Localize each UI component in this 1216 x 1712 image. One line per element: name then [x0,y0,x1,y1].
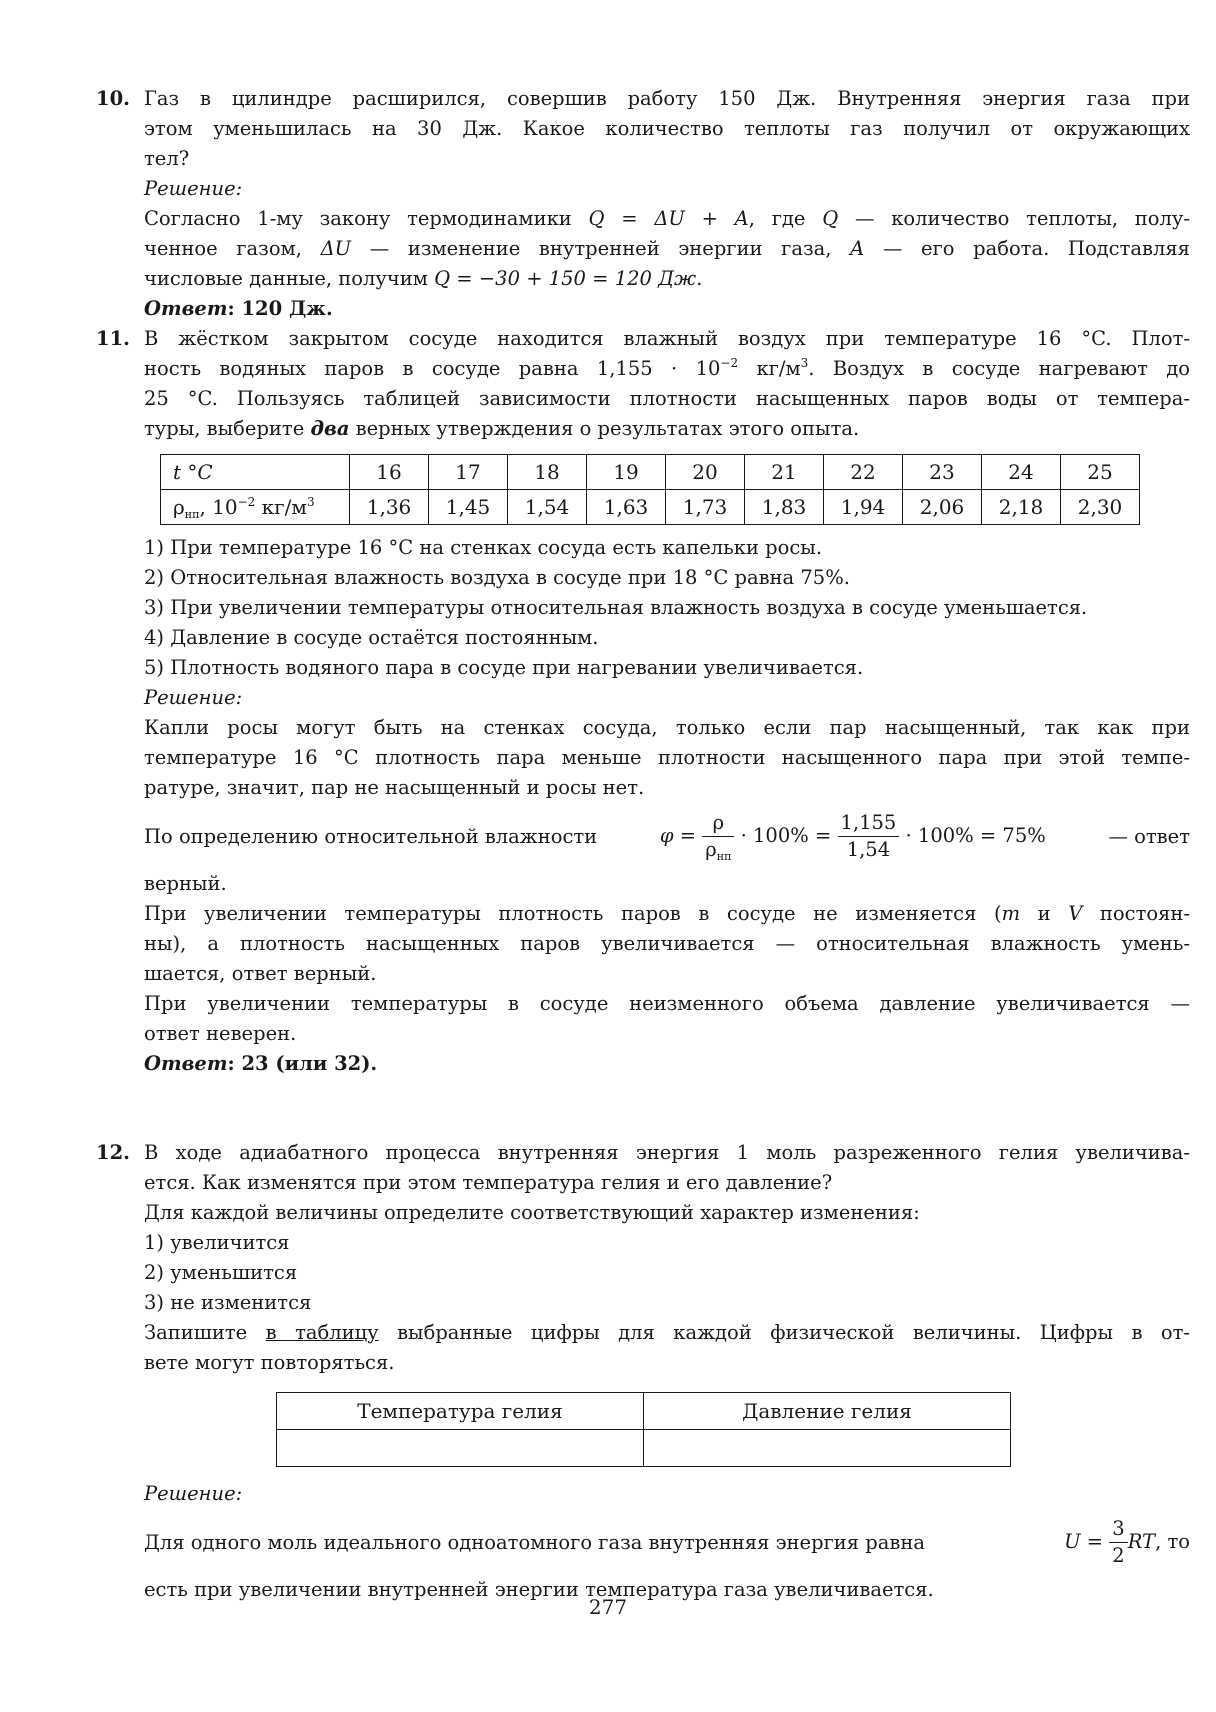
temp-cell: 25 [1061,455,1140,490]
solution-label: Решение: [144,177,243,200]
temp-cell: 17 [429,455,508,490]
solution-line: При увеличении температуры плотность паров в сосуде не изменяется (m и V постоян- [144,902,1190,925]
density-cell: 2,06 [903,490,982,525]
answer: Ответ: 23 (или 32). [144,1052,378,1075]
problem-number: 10. [96,87,130,110]
problem-number: 12. [96,1141,130,1164]
answer-cell-temperature[interactable] [277,1430,644,1467]
formula: Q = −30 + 150 = 120 Дж. [434,267,703,290]
temp-cell: 19 [587,455,666,490]
solution-line: температуре 16 °C плотность пара меньше плотности насыщенного пара при этой темпе- [144,746,1190,769]
question-line: тел? [144,147,190,170]
option-item: 3) не изменится [144,1291,312,1314]
density-cell: 1,73 [666,490,745,525]
temp-cell: 18 [508,455,587,490]
solution-line: Капли росы могут быть на стенках сосуда, только если пар насыщенный, так как при [144,716,1190,739]
page-number: 277 [588,1595,628,1619]
temp-cell: 24 [982,455,1061,490]
question-line: В жёстком закрытом сосуде находится влажный воздух при температуре 16 °C. Плот- [144,327,1190,350]
column-header-temperature: Температура гелия [277,1393,644,1430]
temp-cell: 20 [666,455,745,490]
energy-formula-line: Для одного моль идеального одноатомного газа внутренняя энергия равна U = $\frac{3}{2}$ RT, то [144,1516,1190,1567]
answer: Ответ: 120 Дж. [144,297,333,320]
density-cell: 1,94 [824,490,903,525]
solution-line: ратуре, значит, пар не насыщенный и росы нет. [144,776,645,799]
solution-line: числовые данные, получим Q = −30 + 150 = 120 Дж. [144,267,703,290]
density-cell: 1,83 [745,490,824,525]
solution-line: ответ неверен. [144,1022,297,1045]
temp-cell: 21 [745,455,824,490]
option-item: 3) При увеличении температуры относительная влажность воздуха в сосуде уменьшается. [144,596,1088,619]
humidity-formula: φ = $\frac{\rho}{\rho_{нп}}$ · 100% = $\frac{1,155}{1,54}$ · 100% = 75% [659,810,1046,863]
solution-label: Решение: [144,1482,243,1505]
temp-cell: 23 [903,455,982,490]
question-line: 25 °C. Пользуясь таблицей зависимости плотности насыщенных паров воды от темпера- [144,387,1190,410]
temp-cell: 22 [824,455,903,490]
row-label: t °C [161,455,350,490]
option-item: 2) Относительная влажность воздуха в сосуде при 18 °C равна 75%. [144,566,850,589]
problem-11 [96,324,1190,1079]
question-line: Газ в цилиндре расширился, совершив работу 150 Дж. Внутренняя энергия газа при [144,87,1190,110]
problem-10 [96,84,1190,324]
temp-cell: 16 [350,455,429,490]
density-row [161,490,1140,525]
problem-12 [96,1138,1190,1605]
problem-number: 11. [96,327,130,350]
option-item: 1) При температуре 16 °C на стенках сосуда есть капельки росы. [144,536,823,559]
question-line: В ходе адиабатного процесса внутренняя энергия 1 моль разреженного гелия увеличива- [144,1141,1190,1164]
solution-line: ченное газом, ΔU — изменение внутренней энергии газа, A — его работа. Подставляя [144,237,1190,260]
question-line: Для каждой величины определите соответствующий характер изменения: [144,1201,920,1224]
solution-line: шается, ответ верный. [144,962,377,985]
question-line: туры, выберите два верных утверждения о результатах этого опыта. [144,417,860,440]
question-line: ется. Как изменятся при этом температура гелия и его давление? [144,1171,833,1194]
density-cell: 1,54 [508,490,587,525]
question-line: Запишите в таблицу выбранные цифры для каждой физической величины. Цифры в от- [144,1321,1190,1344]
solution-label: Решение: [144,686,243,709]
option-item: 2) уменьшится [144,1261,298,1284]
question-line: этом уменьшилась на 30 Дж. Какое количество теплоты газ получил от окружающих [144,117,1190,140]
solution-line: При увеличении температуры в сосуде неизменного объема давление увеличивается — [144,992,1190,1015]
humidity-formula-line: По определению относительной влажности φ = $\frac{\rho}{\rho_{нп}}$ · 100% = $\frac{1,155}{1,54}$ · 100% = 75% — ответ [144,810,1190,863]
density-cell: 1,45 [429,490,508,525]
density-cell: 2,30 [1061,490,1140,525]
option-item: 1) увеличится [144,1231,290,1254]
question-line: вете могут повторяться. [144,1351,395,1374]
density-cell: 1,36 [350,490,429,525]
solution-line: верный. [144,872,227,895]
density-table [160,454,1140,525]
solution-line: есть при увеличении внутренней энергии температура газа увеличивается. [144,1578,934,1601]
column-header-pressure: Давление гелия [644,1393,1011,1430]
answer-table [276,1392,1011,1467]
density-cell: 2,18 [982,490,1061,525]
solution-line: Согласно 1-му закону термодинамики Q = ΔU + A, где Q — количество теплоты, полу- [144,207,1190,230]
answer-cell-pressure[interactable] [644,1430,1011,1467]
energy-formula: U = $\frac{3}{2}$ RT, то [1064,1516,1190,1567]
question-line: ность водяных паров в сосуде равна $1,155 \cdot 10^{-2}$ $кг/м^3$. Воздух в сосуде нагревают до [144,356,1190,380]
temperature-row [161,455,1140,490]
option-item: 5) Плотность водяного пара в сосуде при нагревании увеличивается. [144,656,864,679]
density-cell: 1,63 [587,490,666,525]
row-label: $\rho_{нп}$, $10^{-2}$ $кг/м^3$ [161,490,350,525]
formula: Q = ΔU + A [588,207,749,230]
solution-line: ны), а плотность насыщенных паров увеличивается — относительная влажность умень- [144,932,1190,955]
option-item: 4) Давление в сосуде остаётся постоянным. [144,626,599,649]
